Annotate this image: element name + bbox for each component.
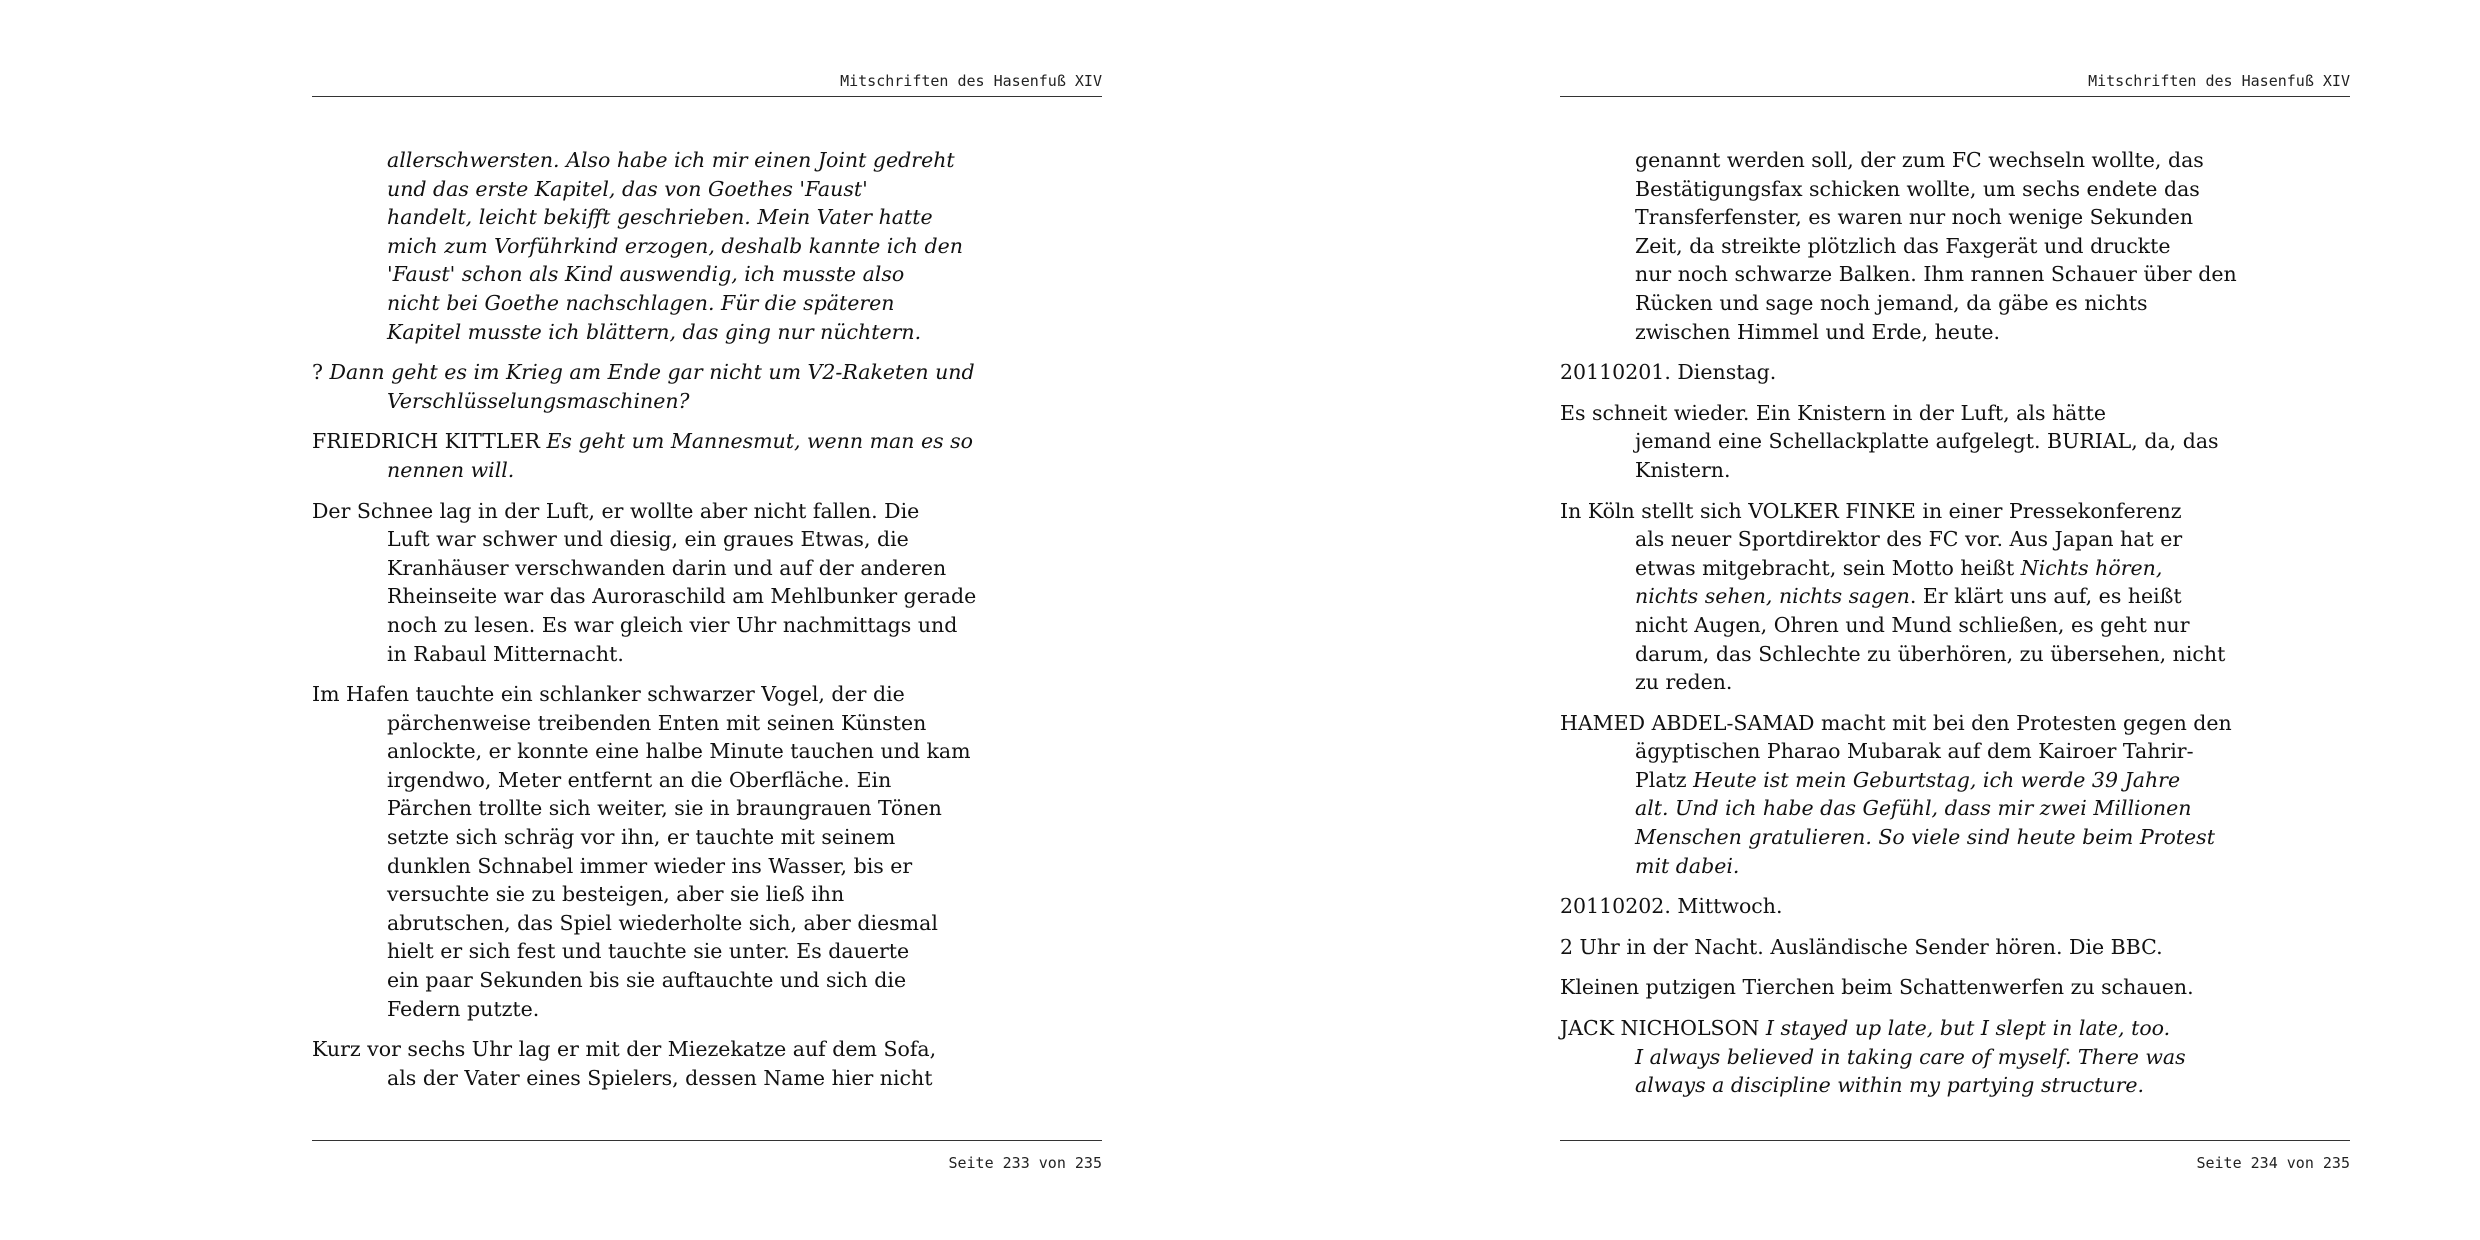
speaker-name: FRIEDRICH KITTLER [312, 429, 547, 454]
paragraph [1560, 709, 2350, 881]
paragraph [1560, 399, 2350, 485]
date-text: 20110201. Dienstag. [1560, 360, 1777, 385]
quoted-speech: Heute ist mein Geburtstag, ich werde 39 Jahre alt. Und ich habe das Gefühl, dass mir zwei Millionen Menschen gratulieren. So viele sind heute beim Protest mit dabei. [1635, 767, 2215, 878]
quoted-speech: allerschwersten. Also habe ich mir einen Joint gedreht und das erste Kapitel, das von Goethes 'Faust' handelt, leicht bekifft geschrieben. Mein Vater hatte mich zum Vorführkind erzogen, deshalb kannte ich den 'Faust' schon als Kind auswendig, ich musste also nicht bei Goethe nachschlagen. Für die späteren Kapitel musste ich blättern, das ging nur nüchtern. [387, 148, 963, 344]
paragraph [312, 427, 1102, 484]
header-rule [312, 96, 1102, 97]
paragraph [1560, 1014, 2350, 1100]
paragraph [1560, 146, 2350, 346]
footer-rule [312, 1140, 1102, 1141]
page-body [1560, 146, 2350, 1112]
date-entry [1560, 358, 2350, 387]
paragraph-text: Kurz vor sechs Uhr lag er mit der Miezekatze auf dem Sofa, als der Vater eines Spielers, dessen Name hier nicht [312, 1037, 937, 1090]
running-header: Mitschriften des Hasenfuß XIV [840, 72, 1102, 90]
page-number: Seite 233 von 235 [948, 1154, 1102, 1172]
motto-text: Nichts hören, nichts sehen, nichts sagen [1635, 555, 2163, 609]
paragraph-text: genannt werden soll, der zum FC wechseln wollte, das Bestätigungsfax schicken wollte, um sechs endete das Transferfenster, es waren nur noch wenige Sekunden Zeit, da streikte plötzlich das Faxgerät und druckte nur noch schwarze Balken. Ihm rannen Schauer über den Rücken und sage noch jemand, da gäbe es nichts zwischen Himmel und Erde, heute. [1635, 148, 2237, 344]
paragraph-text: Im Hafen tauchte ein schlanker schwarzer Vogel, der die pärchenweise treibenden Enten mit seinen Künsten anlockte, er konnte eine halbe Minute tauchen und kam irgendwo, Meter entfernt an die Oberfläche. Ein Pärchen trollte sich weiter, sie in braungrauen Tönen setzte sich schräg vor ihn, er tauchte mit seinem dunklen Schnabel immer wieder ins Wasser, bis er versuchte sie zu besteigen, aber sie ließ ihn abrutschen, das Spiel wiederholte sich, aber diesmal hielt er sich fest und tauchte sie unter. Es dauerte ein paar Sekunden bis sie auftauchte und sich die Federn putzte. [312, 682, 971, 1021]
right-page [1560, 0, 2350, 1240]
paragraph-text: In Köln stellt sich VOLKER FINKE in einer Pressekonferenz als neuer Sportdirektor des FC vor. Aus Japan hat er etwas mitgebracht, sein Motto heißt [1560, 498, 2183, 580]
paragraph [1560, 933, 2350, 962]
paragraph-text: . Er klärt uns auf, es heißt nicht Augen, Ohren und Mund schließen, es geht nur darum, das Schlechte zu überhören, zu übersehen, nicht zu reden. [1635, 584, 2226, 695]
date-text: 20110202. Mittwoch. [1560, 894, 1783, 919]
page-number: Seite 234 von 235 [2196, 1154, 2350, 1172]
header-rule [1560, 96, 2350, 97]
paragraph-text: 2 Uhr in der Nacht. Ausländische Sender hören. Die BBC. [1560, 934, 2163, 959]
paragraph [1560, 973, 2350, 1002]
quoted-speech: Dann geht es im Krieg am Ende gar nicht um V2-Raketen und Verschlüsselungsmaschinen? [329, 360, 975, 413]
page-body [312, 146, 1102, 1104]
speaker-name: JACK NICHOLSON [1560, 1016, 1766, 1041]
paragraph-text: Der Schnee lag in der Luft, er wollte aber nicht fallen. Die Luft war schwer und diesig, ein graues Etwas, die Kranhäuser verschwanden darin und auf der anderen Rheinseite war das Auroraschild am Mehlbunker gerade noch zu lesen. Es war gleich vier Uhr nachmittags und in Rabaul Mitternacht. [312, 498, 977, 666]
paragraph [312, 146, 1102, 346]
question-mark: ? [312, 360, 330, 385]
paragraph [312, 1035, 1102, 1092]
quoted-speech: Es geht um Mannesmut, wenn man es so nennen will. [387, 429, 974, 482]
paragraph [312, 497, 1102, 669]
running-header: Mitschriften des Hasenfuß XIV [2088, 72, 2350, 90]
footer-rule [1560, 1140, 2350, 1141]
left-page [312, 0, 1102, 1240]
paragraph [1560, 497, 2350, 697]
paragraph-text: Kleinen putzigen Tierchen beim Schattenwerfen zu schauen. [1560, 975, 2194, 1000]
date-entry [1560, 892, 2350, 921]
paragraph-text: HAMED ABDEL-SAMAD macht mit bei den Protesten gegen den ägyptischen Pharao Mubarak auf dem Kairoer Tahrir- Platz [1560, 710, 2232, 792]
quoted-speech: I stayed up late, but I slept in late, too. I always believed in taking care of myself. There was always a discipline within my partying structure. [1635, 1016, 2186, 1098]
paragraph [312, 358, 1102, 415]
paragraph-text: Es schneit wieder. Ein Knistern in der Luft, als hätte jemand eine Schellackplatte aufgelegt. BURIAL, da, das Knistern. [1560, 400, 2219, 482]
paragraph [312, 680, 1102, 1023]
